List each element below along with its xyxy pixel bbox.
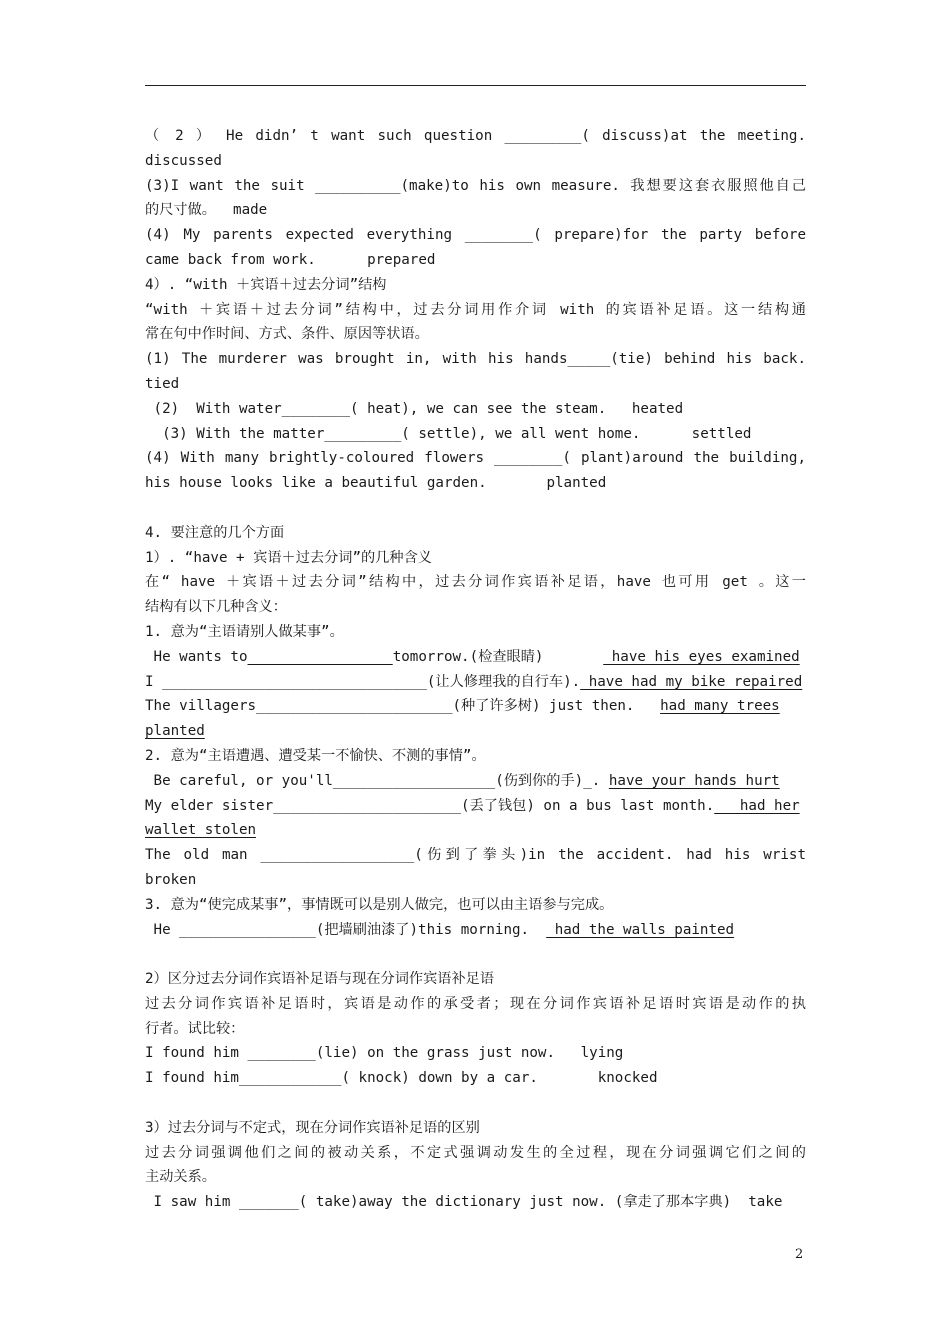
line-text: his house looks like a beautiful garden. planted xyxy=(145,475,607,492)
text-line xyxy=(145,645,806,670)
line-text: Be careful, or you'll___________________(伤到你的手)_. xyxy=(145,772,609,789)
line-text: 3）过去分词与不定式，现在分词作宾语补足语的区别 xyxy=(145,1119,480,1136)
answer-underlined: have your hands hurt xyxy=(608,772,780,789)
line-text: He wants to xyxy=(145,648,248,665)
line-text: 行者。试比较： xyxy=(145,1020,245,1037)
line-text: tomorrow.(检查眼睛) xyxy=(392,648,604,665)
text-line xyxy=(145,570,806,595)
line-text: tied xyxy=(145,375,180,392)
text-line xyxy=(145,322,806,347)
line-text: 的尺寸做。 made xyxy=(145,202,268,219)
blank-line xyxy=(145,496,806,521)
text-line xyxy=(145,397,806,422)
text-line xyxy=(145,422,806,447)
answer-underlined: have had my bike repaired xyxy=(580,673,803,690)
line-text: (3) With the matter_________( settle), we all went home. settled xyxy=(145,425,752,442)
line-text: came back from work. prepared xyxy=(145,251,436,268)
line-text: “with ＋宾语＋过去分词”结构中，过去分词用作介词 with 的宾语补足语。这一结构通 xyxy=(145,301,806,318)
text-line xyxy=(145,372,806,397)
line-text: (3)I want the suit __________(make)to his own measure. 我想要这套衣服照他自己 xyxy=(145,177,806,194)
header-rule xyxy=(145,85,806,86)
line-text: My elder sister______________________(丢了钱包) on a bus last month. xyxy=(145,797,715,814)
text-line xyxy=(145,1066,806,1091)
line-text: 在“ have ＋宾语＋过去分词”结构中，过去分词作宾语补足语，have 也可用 get 。这一 xyxy=(145,574,806,591)
line-text: I found him____________( knock) down by a car. knocked xyxy=(145,1070,658,1087)
text-line xyxy=(145,471,806,496)
answer-underlined: wallet stolen xyxy=(145,822,257,839)
text-line xyxy=(145,843,806,868)
document-body xyxy=(145,124,806,1215)
text-line xyxy=(145,918,806,943)
text-line xyxy=(145,546,806,571)
answer-underlined: planted xyxy=(145,723,205,740)
text-line xyxy=(145,818,806,843)
text-line xyxy=(145,992,806,1017)
line-text: 2. 意为“主语遭遇、遭受某一不愉快、不测的事情”。 xyxy=(145,747,486,764)
answer-underlined: had her xyxy=(714,797,800,814)
text-line xyxy=(145,794,806,819)
line-text: I found him ________(lie) on the grass just now. lying xyxy=(145,1045,624,1062)
page-number: 2 xyxy=(795,1247,804,1262)
text-line xyxy=(145,1041,806,1066)
text-line xyxy=(145,149,806,174)
line-text: (1) The murderer was brought in, with his hands_____(tie) behind his back. xyxy=(145,351,806,368)
line-text: 1. 意为“主语请别人做某事”。 xyxy=(145,623,344,640)
text-line xyxy=(145,893,806,918)
text-line xyxy=(145,670,806,695)
answer-underlined: had the walls painted xyxy=(546,921,735,938)
text-line xyxy=(145,521,806,546)
text-line xyxy=(145,273,806,298)
line-text: 过去分词作宾语补足语时，宾语是动作的承受者；现在分词作宾语补足语时宾语是动作的执 xyxy=(145,995,806,1012)
text-line xyxy=(145,719,806,744)
line-text: I _______________________________(让人修理我的自行车). xyxy=(145,673,581,690)
line-text: （ 2 ） He didn’ t want such question _________( discuss)at the meeting. xyxy=(145,128,806,144)
line-text: He ________________(把墙刷油漆了)this morning. xyxy=(145,921,547,938)
text-line xyxy=(145,124,806,149)
text-line xyxy=(145,1190,806,1215)
line-text: 常在句中作时间、方式、条件、原因等状语。 xyxy=(145,326,429,343)
line-text: 3. 意为“使完成某事”，事情既可以是别人做完，也可以由主语参与完成。 xyxy=(145,896,614,913)
text-line xyxy=(145,620,806,645)
text-line xyxy=(145,347,806,372)
blank-line xyxy=(145,942,806,967)
text-line xyxy=(145,198,806,223)
line-text: The villagers_______________________(种了许多树) just then. xyxy=(145,698,661,715)
line-text: (2) With water________( heat), we can see the steam. heated xyxy=(145,400,684,417)
line-text: I saw him _______( take)away the dictionary just now. (拿走了那本字典) take xyxy=(145,1194,783,1211)
text-line xyxy=(145,744,806,769)
text-line xyxy=(145,248,806,273)
text-line xyxy=(145,1017,806,1042)
line-text: (4) With many brightly-coloured flowers ________( plant)around the building, xyxy=(145,450,806,467)
answer-underlined: had many trees xyxy=(660,698,780,715)
line-text: broken xyxy=(145,871,197,888)
text-line xyxy=(145,223,806,248)
text-line xyxy=(145,174,806,199)
answer-underlined: have his eyes examined xyxy=(603,648,800,665)
line-text: The old man __________________(伤到了拳头)in the accident. had his wrist xyxy=(145,847,806,864)
line-text: 1）. “have + 宾语＋过去分词”的几种含义 xyxy=(145,549,432,566)
text-line xyxy=(145,868,806,893)
text-line xyxy=(145,446,806,471)
text-line xyxy=(145,298,806,323)
line-text: 4）. “with ＋宾语＋过去分词”结构 xyxy=(145,276,387,293)
text-line xyxy=(145,1165,806,1190)
line-text: 结构有以下几种含义： xyxy=(145,599,287,616)
text-line xyxy=(145,1141,806,1166)
blank-line xyxy=(145,1091,806,1116)
line-text: 2）区分过去分词作宾语补足语与现在分词作宾语补足语 xyxy=(145,971,495,988)
line-text: 4. 要注意的几个方面 xyxy=(145,524,285,541)
line-text: discussed xyxy=(145,152,222,169)
blank-underline xyxy=(248,649,393,665)
line-text: 过去分词强调他们之间的被动关系，不定式强调动发生的全过程，现在分词强调它们之间的 xyxy=(145,1144,806,1161)
text-line xyxy=(145,595,806,620)
text-line xyxy=(145,694,806,719)
text-line xyxy=(145,967,806,992)
text-line xyxy=(145,1116,806,1141)
line-text: 主动关系。 xyxy=(145,1169,216,1186)
text-line xyxy=(145,769,806,794)
line-text: (4) My parents expected everything ________( prepare)for the party before xyxy=(145,227,806,244)
